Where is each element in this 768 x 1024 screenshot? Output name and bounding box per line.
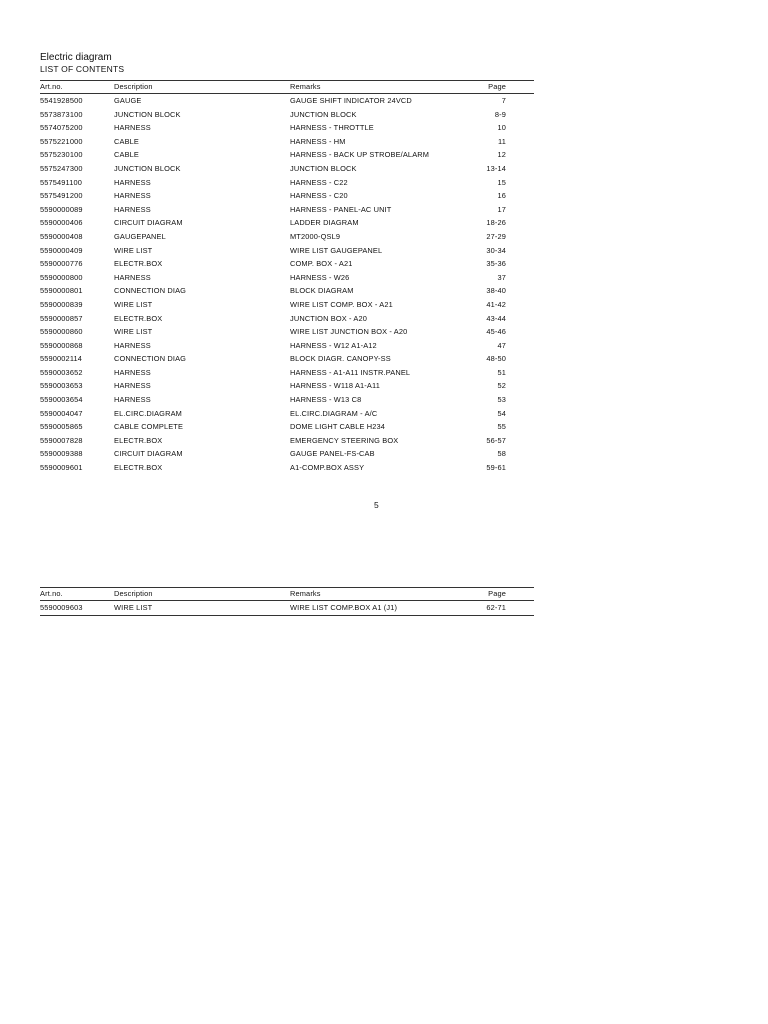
cell-artno: 5590009601 — [40, 463, 83, 473]
table-row — [40, 393, 534, 407]
cell-description: CIRCUIT DIAGRAM — [114, 218, 183, 228]
table-row — [40, 162, 534, 176]
cell-remarks: BLOCK DIAGR. CANOPY-SS — [290, 354, 391, 364]
cell-page: 27-29 — [486, 231, 506, 241]
cell-remarks: WIRE LIST COMP.BOX A1 (J1) — [290, 603, 398, 612]
contents-table-continued-header — [40, 588, 534, 601]
cell-artno: 5590005865 — [40, 422, 83, 432]
column-header-description: Description — [114, 589, 153, 598]
contents-table-header — [40, 81, 534, 94]
cell-remarks: WIRE LIST COMP. BOX - A21 — [290, 299, 393, 309]
cell-page: 48-50 — [486, 354, 506, 364]
table-row — [40, 447, 534, 461]
cell-artno: 5590003654 — [40, 395, 83, 405]
table-row — [40, 312, 534, 326]
table-row — [40, 407, 534, 421]
cell-page: 58 — [497, 449, 506, 459]
cell-artno: 5590003652 — [40, 367, 83, 377]
cell-page: 56-57 — [486, 435, 506, 445]
cell-description: JUNCTION BLOCK — [114, 163, 181, 173]
document-subtitle: LIST OF CONTENTS — [40, 64, 125, 74]
cell-page: 8-9 — [494, 109, 506, 119]
cell-description: WIRE LIST — [114, 299, 153, 309]
table-row — [40, 366, 534, 380]
table-row — [40, 203, 534, 217]
cell-description: HARNESS — [114, 395, 151, 405]
cell-description: CONNECTION DIAG — [114, 286, 187, 296]
cell-remarks: HARNESS - HM — [290, 136, 346, 146]
table-row — [40, 352, 534, 366]
cell-remarks: HARNESS - W26 — [290, 272, 350, 282]
cell-page: 30-34 — [486, 245, 506, 255]
cell-artno: 5590000801 — [40, 286, 83, 296]
cell-page: 10 — [497, 123, 506, 133]
table-row — [40, 339, 534, 353]
cell-artno: 5590009603 — [40, 603, 83, 612]
cell-description: HARNESS — [114, 367, 151, 377]
table-row — [40, 379, 534, 393]
cell-artno: 5590007828 — [40, 435, 83, 445]
table-row — [40, 420, 534, 434]
cell-page: 53 — [497, 395, 506, 405]
cell-description: HARNESS — [114, 272, 151, 282]
cell-artno: 5575491200 — [40, 191, 83, 201]
contents-table-body — [40, 94, 534, 475]
cell-artno: 5590000839 — [40, 299, 83, 309]
cell-artno: 5590009388 — [40, 449, 83, 459]
cell-page: 51 — [497, 367, 506, 377]
cell-remarks: WIRE LIST GAUGEPANEL — [290, 245, 383, 255]
table-row — [40, 601, 534, 616]
column-header-page: Page — [488, 82, 506, 91]
table-row — [40, 216, 534, 230]
cell-description: CONNECTION DIAG — [114, 354, 187, 364]
cell-page: 18-26 — [486, 218, 506, 228]
cell-remarks: HARNESS - W13 C8 — [290, 395, 362, 405]
cell-description: HARNESS — [114, 204, 151, 214]
table-row — [40, 121, 534, 135]
cell-page: 17 — [497, 204, 506, 214]
column-header-artno: Art.no. — [40, 589, 63, 598]
cell-page: 59-61 — [486, 463, 506, 473]
contents-table-continued-body — [40, 601, 534, 616]
cell-remarks: HARNESS - THROTTLE — [290, 123, 374, 133]
cell-artno: 5590000406 — [40, 218, 83, 228]
cell-description: ELECTR.BOX — [114, 313, 163, 323]
cell-remarks: WIRE LIST JUNCTION BOX - A20 — [290, 327, 408, 337]
contents-table — [40, 80, 534, 475]
cell-description: WIRE LIST — [114, 327, 153, 337]
column-header-remarks: Remarks — [290, 82, 321, 91]
cell-page: 45-46 — [486, 327, 506, 337]
cell-page: 62-71 — [486, 603, 506, 612]
table-row — [40, 257, 534, 271]
table-row — [40, 230, 534, 244]
table-row — [40, 284, 534, 298]
cell-remarks: GAUGE PANEL-FS-CAB — [290, 449, 375, 459]
column-header-remarks: Remarks — [290, 589, 321, 598]
cell-remarks: BLOCK DIAGRAM — [290, 286, 354, 296]
table-row — [40, 244, 534, 258]
cell-page: 38-40 — [486, 286, 506, 296]
cell-page: 7 — [501, 96, 506, 105]
cell-page: 37 — [497, 272, 506, 282]
cell-description: JUNCTION BLOCK — [114, 109, 181, 119]
table-row — [40, 189, 534, 203]
table-row — [40, 461, 534, 475]
cell-description: EL.CIRC.DIAGRAM — [114, 408, 182, 418]
table-row — [40, 434, 534, 448]
cell-page: 11 — [498, 136, 506, 146]
cell-description: WIRE LIST — [114, 603, 153, 612]
column-header-description: Description — [114, 82, 153, 91]
cell-page: 52 — [497, 381, 506, 391]
cell-description: CABLE — [114, 136, 139, 146]
cell-artno: 5590004047 — [40, 408, 83, 418]
table-row — [40, 94, 534, 108]
table-row — [40, 176, 534, 190]
cell-description: ELECTR.BOX — [114, 463, 163, 473]
cell-description: CABLE COMPLETE — [114, 422, 184, 432]
cell-description: CIRCUIT DIAGRAM — [114, 449, 183, 459]
cell-remarks: MT2000-QSL9 — [290, 231, 341, 241]
cell-page: 54 — [497, 408, 506, 418]
cell-page: 12 — [497, 150, 506, 160]
cell-description: GAUGE — [114, 96, 142, 105]
cell-remarks: HARNESS - C22 — [290, 177, 348, 187]
cell-remarks: EL.CIRC.DIAGRAM - A/C — [290, 408, 378, 418]
cell-page: 35-36 — [486, 259, 506, 269]
cell-artno: 5590000857 — [40, 313, 83, 323]
cell-artno: 5590000409 — [40, 245, 83, 255]
table-row — [40, 325, 534, 339]
cell-remarks: HARNESS - C20 — [290, 191, 348, 201]
cell-page: 13-14 — [486, 163, 506, 173]
cell-page: 43-44 — [486, 313, 506, 323]
cell-artno: 5590000089 — [40, 204, 83, 214]
cell-description: HARNESS — [114, 340, 151, 350]
cell-artno: 5590000800 — [40, 272, 83, 282]
table-row — [40, 298, 534, 312]
cell-description: ELECTR.BOX — [114, 435, 163, 445]
page-number: 5 — [374, 500, 379, 510]
cell-remarks: LADDER DIAGRAM — [290, 218, 359, 228]
table-row — [40, 271, 534, 285]
cell-remarks: A1-COMP.BOX ASSY — [290, 463, 365, 473]
cell-artno: 5541928500 — [40, 96, 83, 105]
column-header-page: Page — [488, 589, 506, 598]
cell-remarks: JUNCTION BOX - A20 — [290, 313, 368, 323]
contents-table-continued — [40, 587, 534, 616]
cell-page: 15 — [497, 177, 506, 187]
cell-artno: 5590002114 — [40, 354, 83, 364]
cell-artno: 5575221000 — [40, 136, 83, 146]
cell-remarks: HARNESS - A1-A11 INSTR.PANEL — [290, 367, 411, 377]
cell-description: HARNESS — [114, 123, 151, 133]
cell-description: HARNESS — [114, 381, 151, 391]
cell-artno: 5575247300 — [40, 163, 83, 173]
cell-remarks: HARNESS - BACK UP STROBE/ALARM — [290, 150, 430, 160]
cell-remarks: HARNESS - W12 A1-A12 — [290, 340, 377, 350]
cell-description: HARNESS — [114, 191, 151, 201]
cell-artno: 5575230100 — [40, 150, 83, 160]
cell-remarks: HARNESS - PANEL-AC UNIT — [290, 204, 392, 214]
table-row — [40, 135, 534, 149]
cell-artno: 5590003653 — [40, 381, 83, 391]
cell-remarks: EMERGENCY STEERING BOX — [290, 435, 399, 445]
document-title: Electric diagram — [40, 52, 112, 63]
cell-remarks: JUNCTION BLOCK — [290, 109, 357, 119]
cell-description: GAUGEPANEL — [114, 231, 166, 241]
cell-artno: 5574075200 — [40, 123, 83, 133]
cell-page: 16 — [497, 191, 506, 201]
table-row — [40, 148, 534, 162]
cell-page: 41-42 — [486, 299, 506, 309]
cell-remarks: GAUGE SHIFT INDICATOR 24VCD — [290, 96, 412, 105]
cell-artno: 5590000408 — [40, 231, 83, 241]
cell-artno: 5573873100 — [40, 109, 83, 119]
cell-artno: 5590000860 — [40, 327, 83, 337]
cell-description: HARNESS — [114, 177, 151, 187]
cell-remarks: COMP. BOX - A21 — [290, 259, 353, 269]
cell-description: ELECTR.BOX — [114, 259, 163, 269]
cell-description: WIRE LIST — [114, 245, 153, 255]
table-row — [40, 108, 534, 122]
cell-remarks: JUNCTION BLOCK — [290, 163, 357, 173]
cell-page: 55 — [497, 422, 506, 432]
cell-artno: 5590000776 — [40, 259, 83, 269]
cell-page: 47 — [497, 340, 506, 350]
cell-artno: 5590000868 — [40, 340, 83, 350]
cell-artno: 5575491100 — [40, 177, 83, 187]
cell-remarks: HARNESS - W118 A1-A11 — [290, 381, 380, 391]
cell-description: CABLE — [114, 150, 139, 160]
column-header-artno: Art.no. — [40, 82, 63, 91]
cell-remarks: DOME LIGHT CABLE H234 — [290, 422, 386, 432]
